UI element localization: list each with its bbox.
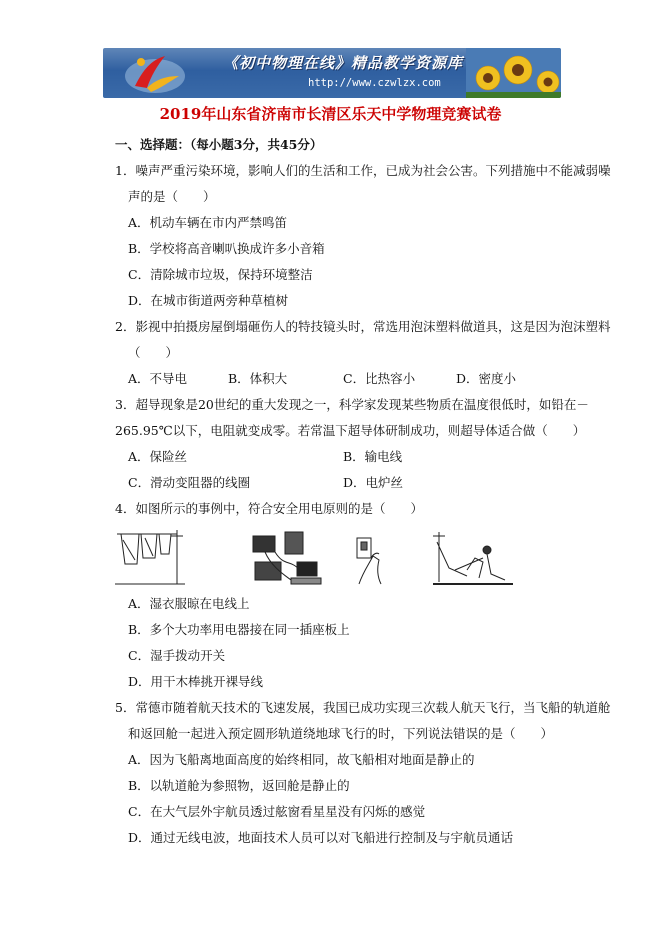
q2-option-a[interactable]: A．不导电 xyxy=(128,371,188,386)
overloaded-socket-icon xyxy=(253,532,321,584)
question-3-stem: 3．超导现象是20世纪的重大发现之一，科学家发现某些物质在温度很低时，如铅在－ xyxy=(115,397,589,412)
wet-clothes-on-wire-icon xyxy=(115,530,185,584)
header-banner xyxy=(103,48,561,98)
q5-option-a[interactable]: A．因为飞船离地面高度的始终相同，故飞船相对地面是静止的 xyxy=(128,752,475,767)
q5-option-c[interactable]: C．在大气层外宇航员透过舷窗看星星没有闪烁的感觉 xyxy=(128,804,426,819)
q3-option-c[interactable]: C．滑动变阻器的线圈 xyxy=(128,475,251,490)
sunflower-icon xyxy=(466,48,561,98)
q4-option-a[interactable]: A．湿衣服晾在电线上 xyxy=(128,596,250,611)
q2-option-b[interactable]: B．体积大 xyxy=(228,371,288,386)
question-5-stem: 5．常德市随着航天技术的飞速发展，我国已成功实现三次载人航天飞行，当飞船的轨道舱 xyxy=(115,700,611,715)
question-2-stem: 2．影视中拍摄房屋倒塌砸伤人的特技镜头时，常选用泡沫塑料做道具，这是因为泡沫塑料 xyxy=(115,319,611,334)
q1-option-c[interactable]: C．清除城市垃圾，保持环境整洁 xyxy=(128,267,313,282)
q5-option-b[interactable]: B．以轨道舱为参照物，返回舱是静止的 xyxy=(128,778,350,793)
site-logo-icon xyxy=(121,50,191,96)
q2-option-d[interactable]: D．密度小 xyxy=(456,371,517,386)
question-3-stem-cont: 265.95℃以下，电阻就变成零。若常温下超导体研制成功，则超导体适合做（ ） xyxy=(115,423,586,438)
q4-option-c[interactable]: C．湿手拨动开关 xyxy=(128,648,226,663)
question-4-stem: 4．如图所示的事例中，符合安全用电原则的是（ ） xyxy=(115,501,423,516)
q4-option-b[interactable]: B．多个大功率用电器接在同一插座板上 xyxy=(128,622,350,637)
wet-hand-switch-icon xyxy=(357,538,381,584)
q1-option-a[interactable]: A．机动车辆在市内严禁鸣笛 xyxy=(128,215,288,230)
section-heading: 一、选择题：（每小题3分，共45分） xyxy=(115,137,323,152)
wooden-stick-wire-icon xyxy=(433,532,513,584)
q1-option-d[interactable]: D．在城市街道两旁种草植树 xyxy=(128,293,289,308)
safety-figures xyxy=(115,528,525,590)
q4-option-d[interactable]: D．用干木棒挑开裸导线 xyxy=(128,674,264,689)
banner-title: 《初中物理在线》精品教学资源库 xyxy=(223,54,464,72)
q3-option-d[interactable]: D．电炉丝 xyxy=(343,475,404,490)
question-1-stem: 1．噪声严重污染环境，影响人们的生活和工作，已成为社会公害。下列措施中不能减弱噪 xyxy=(115,163,611,178)
q1-option-b[interactable]: B．学校将高音喇叭换成许多小音箱 xyxy=(128,241,325,256)
q3-option-b[interactable]: B．输电线 xyxy=(343,449,403,464)
question-1-stem-cont: 声的是（ ） xyxy=(128,189,216,204)
question-5-stem-cont: 和返回舱一起进入预定圆形轨道绕地球飞行的时，下列说法错误的是（ ） xyxy=(128,726,554,741)
question-2-stem-cont: （ ） xyxy=(128,345,179,360)
q3-option-a[interactable]: A．保险丝 xyxy=(128,449,188,464)
page-title: 2019年山东省济南市长清区乐天中学物理竞赛试卷 xyxy=(159,105,502,123)
banner-url[interactable]: http://www.czwlzx.com xyxy=(308,77,441,89)
q2-option-c[interactable]: C．比热容小 xyxy=(343,371,416,386)
q5-option-d[interactable]: D．通过无线电波，地面技术人员可以对飞船进行控制及与宇航员通话 xyxy=(128,830,514,845)
